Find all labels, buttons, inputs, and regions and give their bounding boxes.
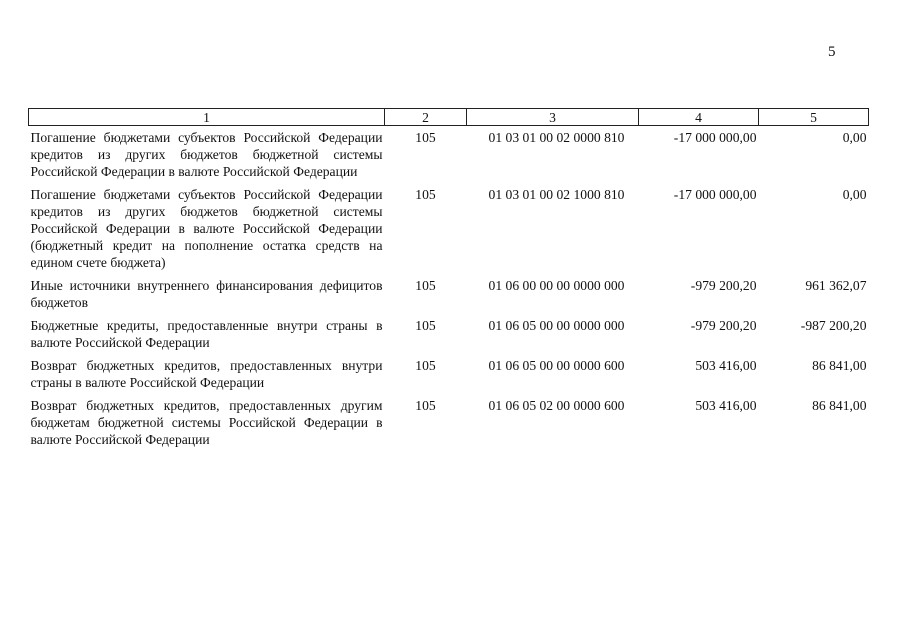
row-admin-code: 105	[415, 187, 436, 202]
table-row	[29, 126, 869, 181]
row-classification-code: 01 06 05 00 00 0000 000	[488, 318, 625, 333]
row-name: Возврат бюджетных кредитов, предоставленных внутри страны в валюте Российской Федерации	[30, 358, 383, 390]
table-row	[29, 351, 869, 391]
row-admin-code: 105	[415, 318, 436, 333]
row-admin-code: 105	[415, 398, 436, 413]
column-header-1: 1	[29, 109, 385, 126]
row-value-col4: -17 000 000,00	[673, 187, 757, 202]
row-classification-code: 01 03 01 00 02 0000 810	[488, 130, 625, 145]
row-value-col4: -17 000 000,00	[673, 130, 757, 145]
row-classification-code: 01 06 05 00 00 0000 600	[488, 358, 625, 373]
row-value-col5: 0,00	[842, 187, 867, 202]
row-value-col5: 0,00	[842, 130, 867, 145]
column-header-5: 5	[759, 109, 869, 126]
row-value-col5: 86 841,00	[812, 398, 867, 413]
row-classification-code: 01 06 05 02 00 0000 600	[488, 398, 625, 413]
row-value-col5: 86 841,00	[812, 358, 867, 373]
budget-sources-table	[28, 108, 869, 448]
row-name: Иные источники внутреннего финансирования дефицитов бюджетов	[30, 278, 383, 310]
table-row	[29, 311, 869, 351]
row-admin-code: 105	[415, 358, 436, 373]
column-header-2: 2	[385, 109, 467, 126]
row-classification-code: 01 06 00 00 00 0000 000	[488, 278, 625, 293]
row-admin-code: 105	[415, 130, 436, 145]
table-row	[29, 271, 869, 311]
table-row	[29, 391, 869, 448]
table-header-row	[29, 109, 869, 126]
row-name: Погашение бюджетами субъектов Российской Федерации кредитов из других бюджетов бюджетной системы Российской Федерации в валюте Российской Федерации	[30, 130, 383, 179]
row-name: Возврат бюджетных кредитов, предоставленных другим бюджетам бюджетной системы Российской Федерации в валюте Российской Федерации	[30, 398, 383, 447]
row-classification-code: 01 03 01 00 02 1000 810	[488, 187, 625, 202]
row-value-col4: 503 416,00	[695, 358, 757, 373]
row-value-col5: -987 200,20	[800, 318, 867, 333]
row-value-col4: -979 200,20	[690, 278, 757, 293]
row-admin-code: 105	[415, 278, 436, 293]
row-name: Бюджетные кредиты, предоставленные внутри страны в валюте Российской Федерации	[30, 318, 383, 350]
table-row	[29, 180, 869, 271]
column-header-4: 4	[639, 109, 759, 126]
row-value-col4: 503 416,00	[695, 398, 757, 413]
column-header-3: 3	[467, 109, 639, 126]
page-number: 5	[828, 44, 836, 60]
row-value-col5: 961 362,07	[805, 278, 867, 293]
row-value-col4: -979 200,20	[690, 318, 757, 333]
row-name: Погашение бюджетами субъектов Российской Федерации кредитов из других бюджетов бюджетной системы Российской Федерации в валюте Российской Федерации (бюджетный кредит на пополнение остатка средств на едином счете бюджета)	[30, 187, 383, 270]
